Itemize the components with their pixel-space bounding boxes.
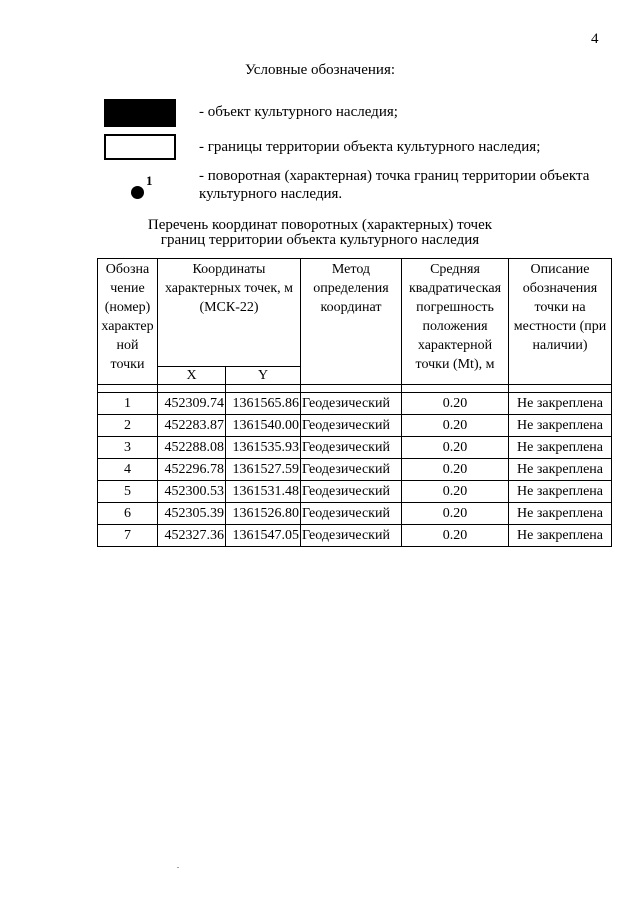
cell-point-number: 1 xyxy=(98,393,158,415)
cell-description: Не закреплена xyxy=(509,393,612,415)
cell-y: 1361527.59 xyxy=(226,459,301,481)
header-method: Метод определения координат xyxy=(301,259,402,385)
header-error: Средняя квадратическая погрешность положения характерной точки (Mt), м xyxy=(402,259,509,385)
cell-x: 452283.87 xyxy=(158,415,226,437)
cell-description: Не закреплена xyxy=(509,525,612,547)
cell-description: Не закреплена xyxy=(509,415,612,437)
cell-point-number: 6 xyxy=(98,503,158,525)
cell-y: 1361547.05 xyxy=(226,525,301,547)
footer-mark: . xyxy=(177,861,179,870)
cell-description: Не закреплена xyxy=(509,459,612,481)
header-spacer-cell xyxy=(509,385,612,393)
header-spacer-cell xyxy=(98,385,158,393)
cell-error: 0.20 xyxy=(402,525,509,547)
cell-x: 452309.74 xyxy=(158,393,226,415)
cell-point-number: 4 xyxy=(98,459,158,481)
cell-x: 452327.36 xyxy=(158,525,226,547)
header-spacer-cell xyxy=(158,385,226,393)
cell-y: 1361531.48 xyxy=(226,481,301,503)
cell-y: 1361535.93 xyxy=(226,437,301,459)
cell-error: 0.20 xyxy=(402,437,509,459)
cell-method: Геодезический xyxy=(301,525,402,547)
page-number: 4 xyxy=(591,31,599,47)
cell-method: Геодезический xyxy=(301,481,402,503)
header-description: Описание обозначения точки на местности (при наличии) xyxy=(509,259,612,385)
cell-y: 1361526.80 xyxy=(226,503,301,525)
table-row xyxy=(98,437,612,459)
cell-method: Геодезический xyxy=(301,415,402,437)
cell-method: Геодезический xyxy=(301,437,402,459)
cell-point-number: 3 xyxy=(98,437,158,459)
cell-error: 0.20 xyxy=(402,393,509,415)
table-title xyxy=(0,218,640,248)
table-row xyxy=(98,415,612,437)
header-spacer-cell xyxy=(301,385,402,393)
cell-description: Не закреплена xyxy=(509,503,612,525)
cell-method: Геодезический xyxy=(301,503,402,525)
turning-point-marker-label: 1 xyxy=(146,173,153,188)
cell-x: 452300.53 xyxy=(158,481,226,503)
cell-error: 0.20 xyxy=(402,503,509,525)
cell-description: Не закреплена xyxy=(509,481,612,503)
territory-boundary-swatch-icon xyxy=(104,134,176,160)
cell-method: Геодезический xyxy=(301,459,402,481)
header-coordinates: Координаты характерных точек, м (МСК-22) xyxy=(158,259,301,367)
legend-item-boundary: - границы территории объекта культурного наследия; xyxy=(199,139,541,155)
coordinates-table xyxy=(97,258,612,547)
cell-x: 452296.78 xyxy=(158,459,226,481)
cell-error: 0.20 xyxy=(402,415,509,437)
cell-point-number: 5 xyxy=(98,481,158,503)
table-title-line-1: Перечень координат поворотных (характерных) точек xyxy=(147,217,493,233)
cell-x: 452305.39 xyxy=(158,503,226,525)
table-row xyxy=(98,525,612,547)
cell-y: 1361565.86 xyxy=(226,393,301,415)
header-x: X xyxy=(158,367,226,385)
cell-error: 0.20 xyxy=(402,459,509,481)
header-spacer-cell xyxy=(226,385,301,393)
cell-point-number: 7 xyxy=(98,525,158,547)
cell-x: 452288.08 xyxy=(158,437,226,459)
cell-description: Не закреплена xyxy=(509,437,612,459)
header-spacer-cell xyxy=(402,385,509,393)
table-row xyxy=(98,393,612,415)
cell-point-number: 2 xyxy=(98,415,158,437)
turning-point-dot-icon xyxy=(131,186,144,199)
legend-title: Условные обозначения: xyxy=(244,62,396,78)
table-row xyxy=(98,481,612,503)
cultural-heritage-object-swatch-icon xyxy=(104,99,176,127)
cell-y: 1361540.00 xyxy=(226,415,301,437)
header-y: Y xyxy=(226,367,301,385)
header-designation: Обозна чение (номер) характер ной точки xyxy=(98,259,158,385)
legend-item-turning-point: - поворотная (характерная) точка границ территории объекта культурного наследия. xyxy=(199,168,590,202)
table-title-line-2: границ территории объекта культурного наследия xyxy=(160,232,480,248)
table-row xyxy=(98,503,612,525)
table-row xyxy=(98,459,612,481)
cell-method: Геодезический xyxy=(301,393,402,415)
legend-item-object: - объект культурного наследия; xyxy=(199,104,398,120)
cell-error: 0.20 xyxy=(402,481,509,503)
